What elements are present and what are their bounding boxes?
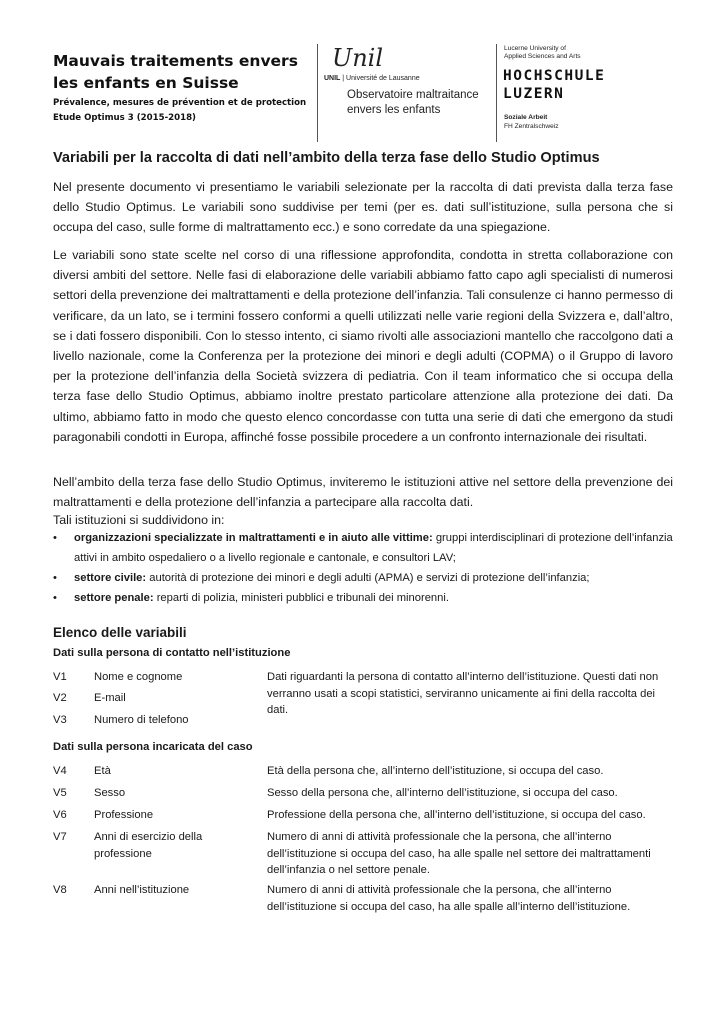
variable-description: Età della persona che, all’interno dell’istituzione, si occupa del caso. bbox=[267, 765, 604, 777]
hslu-department bbox=[504, 113, 559, 131]
title-line-2: les enfants en Suisse bbox=[53, 74, 239, 92]
unil-fullname: | Université de Lausanne bbox=[342, 75, 420, 82]
bullet-bold: organizzazioni specializzate in maltrattamenti e in aiuto alle vittime: bbox=[74, 532, 433, 544]
header-divider-1 bbox=[317, 44, 318, 142]
bullet-dot: • bbox=[53, 532, 57, 544]
variable-name: E-mail bbox=[94, 692, 126, 704]
variable-name: Nome e cognome bbox=[94, 671, 183, 683]
bullet-text: autorità di protezione dei minori e degli adulti (APMA) e servizi di protezione dell’infanzia; bbox=[146, 572, 590, 584]
unil-logo-text: Unil bbox=[332, 44, 384, 72]
contact-description: Dati riguardanti la persona di contatto all’interno dell’istituzione. Questi dati non verranno usati a scopi statistici, serviranno unicamente ai fini della raccolta dei dati. bbox=[267, 671, 659, 716]
list-item bbox=[53, 588, 673, 608]
variable-code: V8 bbox=[53, 884, 67, 896]
subtitle-line-1: Prévalence, mesures de prévention et de protection bbox=[53, 98, 307, 108]
observatoire-label bbox=[347, 88, 479, 118]
unil-name bbox=[324, 75, 420, 82]
subtitle-line-2: Etude Optimus 3 (2015-2018) bbox=[53, 113, 196, 123]
variable-name: Età bbox=[94, 765, 111, 777]
variable-description: Numero di anni di attività professionale che la persona, che all’interno dell’istituzione si occupa del caso, ha alle spalle nel settore dei maltrattamenti dell’infanzia o nel settore penale. bbox=[267, 831, 651, 876]
section-heading-case-officer: Dati sulla persona incaricata del caso bbox=[53, 741, 253, 753]
variable-name: Anni di esercizio della professione bbox=[94, 831, 203, 860]
page-heading: Variabili per la raccolta di dati nell’ambito della terza fase dello Studio Optimus bbox=[53, 150, 600, 166]
bullet-dot: • bbox=[53, 572, 57, 584]
lucerne-line-1: Lucerne University of bbox=[504, 45, 566, 52]
variable-code: V2 bbox=[53, 692, 67, 704]
section-heading-contact: Dati sulla persona di contatto nell’istituzione bbox=[53, 647, 291, 659]
paragraph-3: Nell’ambito della terza fase dello Studio Optimus, inviteremo le istituzioni attive nel settore della prevenzione dei maltrattamenti e della protezione dell’infanzia a partecipare alla raccolta dati. bbox=[53, 475, 673, 510]
header-divider-2 bbox=[496, 44, 497, 142]
variable-code: V1 bbox=[53, 671, 67, 683]
variable-code: V5 bbox=[53, 787, 67, 799]
institutions-intro: Tali istituzioni si suddividono in: bbox=[53, 513, 225, 527]
list-item bbox=[53, 528, 673, 568]
variable-name: Numero di telefono bbox=[94, 714, 189, 726]
hslu-logo bbox=[503, 67, 605, 103]
observatoire-line-1: Observatoire maltraitance bbox=[347, 89, 479, 101]
hslu-line-1: HOCHSCHULE bbox=[503, 68, 606, 84]
document-title bbox=[53, 50, 313, 94]
bullet-dot: • bbox=[53, 592, 57, 604]
unil-logo bbox=[330, 42, 410, 77]
variable-code: V4 bbox=[53, 765, 67, 777]
hslu-line-2: LUZERN bbox=[503, 86, 565, 102]
variable-code: V6 bbox=[53, 809, 67, 821]
variable-description: Numero di anni di attività professionale che la persona, che all’interno dell’istituzione si occupa del caso, ha alle spalle all’interno dell’istituzione. bbox=[267, 884, 631, 913]
paragraph-1: Nel presente documento vi presentiamo le variabili selezionate per la raccolta di dati prevista dalla terza fase dello Studio Optimus. Le variabili sono suddivise per temi (per es. dati sull’istituzione, sulla persona che si occupa del caso, sulle forme di maltrattamento ecc.) e sono corredate da una spiegazione. bbox=[53, 180, 673, 235]
variables-list-heading: Elenco delle variabili bbox=[53, 625, 187, 640]
document-subtitle bbox=[53, 96, 313, 126]
bullet-text: reparti di polizia, ministeri pubblici e tribunali dei minorenni. bbox=[153, 592, 449, 604]
variable-name: Anni nell’istituzione bbox=[94, 884, 190, 896]
variable-name: Professione bbox=[94, 809, 154, 821]
dept-name: Soziale Arbeit bbox=[504, 114, 548, 121]
dept-region: FH Zentralschweiz bbox=[504, 123, 559, 130]
bullet-text: gruppi interdisciplinari di protezione dell’infanzia attivi in ambito ospedaliero o a livello regionale e cantonale, e consultori LAV; bbox=[74, 532, 673, 564]
lucerne-label bbox=[504, 45, 581, 61]
paragraph-2: Le variabili sono state scelte nel corso di una riflessione approfondita, condotta in stretta collaborazione con diversi ambiti del settore. Nelle fasi di elaborazione delle variabili abbiamo fatto capo agli specialisti di numerosi settori della prevenzione dei maltrattamenti e della protezione dell’infanzia. Tali consulenze ci hanno permesso di verificare, da un lato, se i termini fossero conformi a quelli utilizzati nelle varie regioni della Svizzera e, dall’altro, se i dati fossero disponibili. Con lo stesso intento, ci siamo rivolti alle associazioni mantello che raccolgono dati a livello nazionale, come la Conferenza per la protezione dei minori e degli adulti (COPMA) o il Gruppo di lavoro per la protezione dell’infanzia della Società svizzera di pediatria. Con il team informatico che si occupa della terza fase dello Studio Optimus, abbiamo inoltre prestato particolare attenzione alla protezione dei dati. Da ultimo, abbiamo fatto in modo che questo elenco concordasse con tutta una serie di dati che emergono da studi paragonabili condotti in Europa, affinché fosse possibile procedere a un confronto internazionale dei risultati. bbox=[53, 248, 673, 444]
unil-logo-mark bbox=[330, 42, 410, 72]
lucerne-line-2: Applied Sciences and Arts bbox=[504, 53, 581, 60]
title-line-1: Mauvais traitements envers bbox=[53, 52, 298, 70]
variable-code: V7 bbox=[53, 831, 67, 843]
variable-description: Sesso della persona che, all’interno dell’istituzione, si occupa del caso. bbox=[267, 787, 618, 799]
variable-name: Sesso bbox=[94, 787, 126, 799]
bullet-bold: settore civile: bbox=[74, 572, 147, 584]
list-item bbox=[53, 568, 673, 588]
variable-code: V3 bbox=[53, 714, 67, 726]
variable-description: Professione della persona che, all’interno dell’istituzione, si occupa del caso. bbox=[267, 809, 646, 821]
observatoire-line-2: envers les enfants bbox=[347, 104, 441, 116]
unil-abbr: UNIL bbox=[324, 75, 341, 82]
bullet-bold: settore penale: bbox=[74, 592, 154, 604]
